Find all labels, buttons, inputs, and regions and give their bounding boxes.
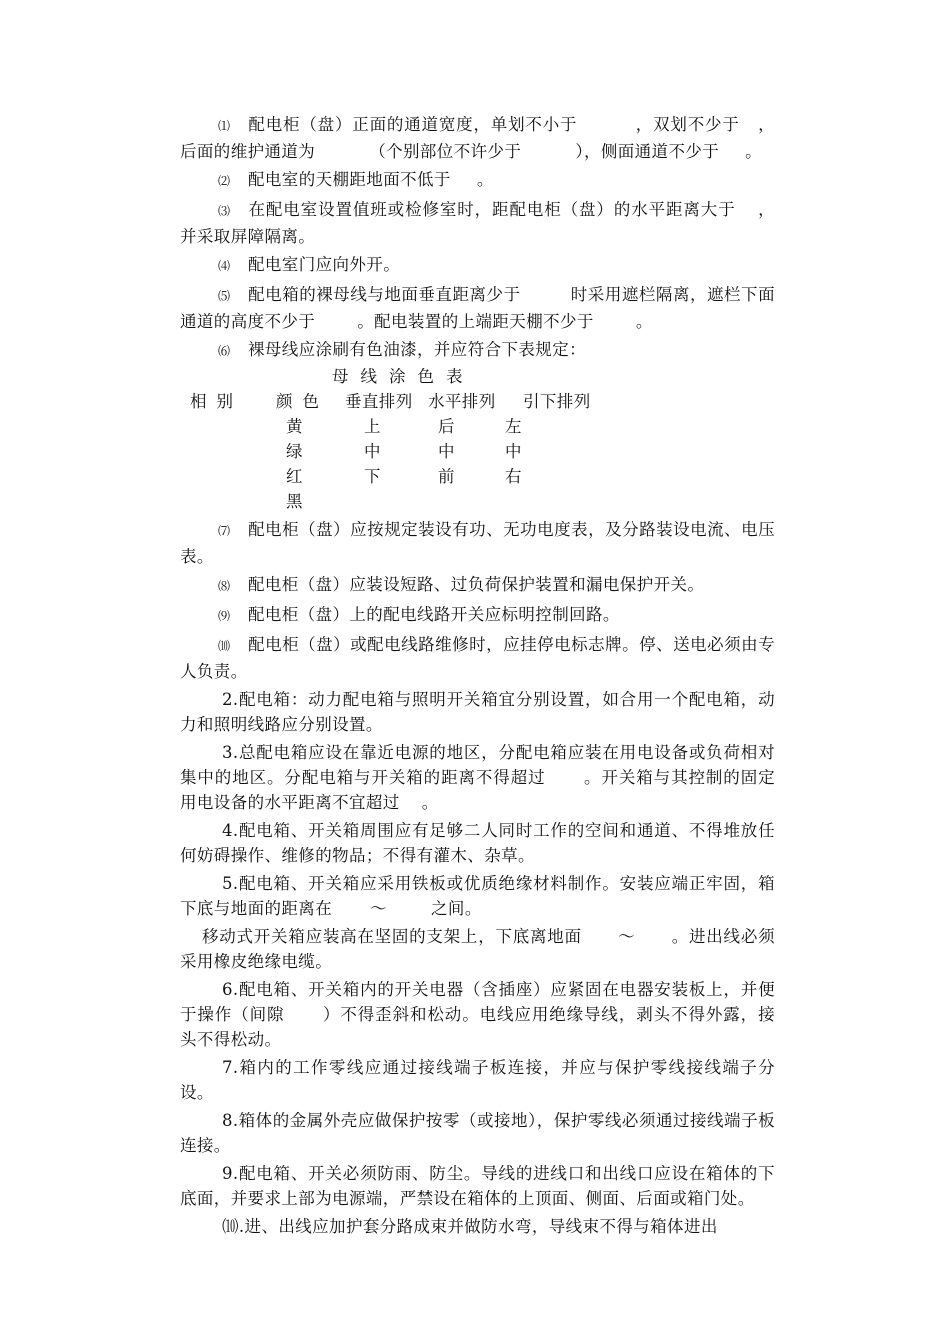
item-1: ⑴ 配电柜（盘）正面的通道宽度，单划不小于 ，双划不少于 ，后面的维护通道为 （个别部位不许少于 ），侧面通道不少于 。 [180,115,775,161]
item-number: ⑶ [218,204,231,218]
document-body [180,112,775,1242]
table-cell: 中 [364,442,381,461]
item-number: ⑴ [218,119,231,133]
item-4: ⑷ 配电室门应向外开。 [180,252,775,279]
item-3: ⑶ 在配电室设置值班或检修室时，距配电柜（盘）的水平距离大于 ，并采取屏障隔离。 [180,200,776,246]
table-cell: 黄 [286,417,303,436]
table-cell: 上 [364,417,381,436]
section-8: 8.箱体的金属外壳应做保护按零（或接地），保护零线必须通过接线端子板连接。 [180,1111,775,1155]
item-7: ⑺ 配电柜（盘）应按规定装设有功、无功电度表，及分路装设电流、电压表。 [180,520,775,566]
table-header: 颜色 [276,392,329,411]
section-6: 6.配电箱、开关箱内的开关电器（含插座）应紧固在电器安装板上，并便于操作（间隙 ）不得歪斜和松动。电线应用绝缘导线，剥头不得外露，接头不得松动。 [180,980,775,1049]
table-cell: 后 [438,417,455,436]
table-cell: 右 [505,467,522,486]
section-5: 5.配电箱、开关箱应采用铁板或优质绝缘材料制作。安装应端正牢固，箱下底与地面的距离在 ～ 之间。 [180,874,775,918]
section-4: 4.配电箱、开关箱周围应有足够二人同时工作的空间和通道、不得堆放任何妨碍操作、维修的物品；不得有灌木、杂草。 [180,821,775,865]
item-number: ⑽ [218,639,231,653]
table-row [180,489,775,514]
table-cell: 中 [438,442,455,461]
item-6: ⑹ 裸母线应涂刷有色油漆，并应符合下表规定： [180,337,775,364]
item-10: ⑽ 配电柜（盘）或配电线路维修时，应挂停电标志牌。停、送电必须由专人负责。 [180,635,775,681]
table-title: 母线涂色表 [332,367,475,386]
table-cell: 红 [286,467,303,486]
section-7: 7.箱内的工作零线应通过接线端子板连接，并应与保护零线接线端子分设。 [180,1058,775,1102]
item-2: ⑵ 配电室的天棚距地面不低于 。 [180,167,775,194]
item-number: ⑺ [218,524,231,538]
item-8: ⑻ 配电柜（盘）应装设短路、过负荷保护装置和漏电保护开关。 [180,572,775,599]
table-header: 垂直排列 [345,392,413,411]
table-header: 相别 [190,392,243,411]
table-cell: 左 [505,417,522,436]
table-header: 引下排列 [523,392,591,411]
item-number: ⑵ [218,174,231,188]
table-row [180,414,775,439]
section-5-mobile: 移动式开关箱应装高在坚固的支架上，下底离地面 ～ 。进出线必须采用橡皮绝缘电缆。 [180,927,775,971]
item-number: ⑷ [218,259,231,273]
table-row [180,439,775,464]
section-2: 2.配电箱：动力配电箱与照明开关箱宜分别设置，如合用一个配电箱，动力和照明线路应分别设置。 [180,690,775,734]
item-number: ⑹ [218,344,231,358]
table-header-row [180,389,775,414]
item-number: ⑼ [218,609,231,623]
table-cell: 中 [505,442,522,461]
item-5: ⑸ 配电箱的裸母线与地面垂直距离少于 时采用遮栏隔离，遮栏下面通道的高度不少于 。配电装置的上端距天棚不少于 。 [180,285,775,331]
table-cell: 下 [364,467,381,486]
item-number: ⑻ [218,579,231,593]
table-cell: 前 [438,467,455,486]
table-cell: 黑 [286,492,303,511]
section-10: ⑽.进、出线应加护套分路成束并做防水弯，导线束不得与箱体进出 [222,1217,718,1236]
section-3: 3.总配电箱应设在靠近电源的地区，分配电箱应装在用电设备或负荷相对集中的地区。分配电箱与开关箱的距离不得超过 。开关箱与其控制的固定用电设备的水平距离不宜超过 。 [180,743,775,812]
item-9: ⑼ 配电柜（盘）上的配电线路开关应标明控制回路。 [180,602,775,629]
table-cell: 绿 [286,442,303,461]
table-header: 水平排列 [428,392,496,411]
item-number: ⑸ [218,289,231,303]
color-table [180,389,775,514]
table-row [180,464,775,489]
section-9: 9.配电箱、开关必须防雨、防尘。导线的进线口和出线口应设在箱体的下底面，并要求上部为电源端，严禁设在箱体的上顶面、侧面、后面或箱门处。 [180,1164,775,1208]
